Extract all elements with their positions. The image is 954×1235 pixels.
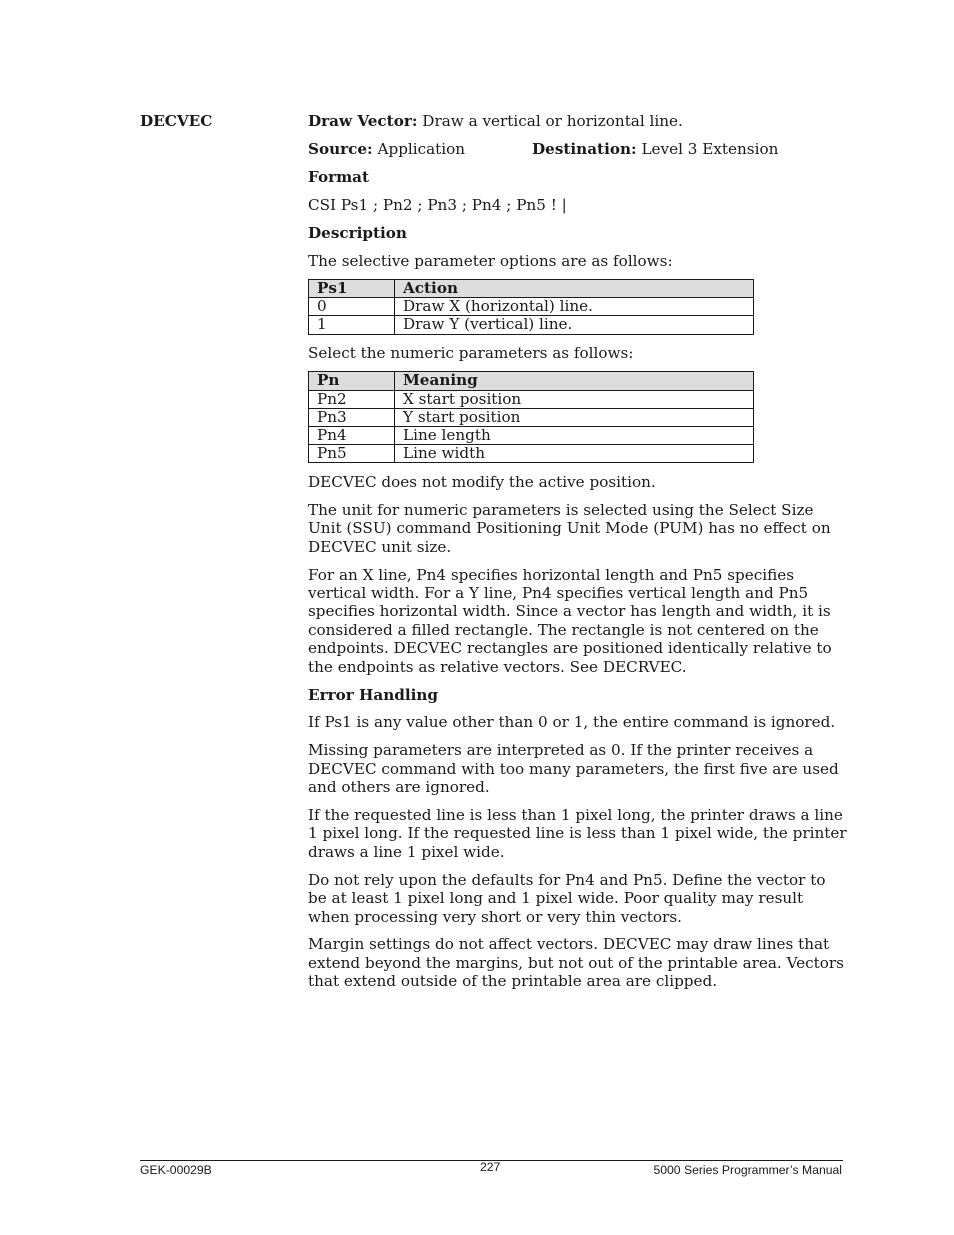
table-row [309, 390, 754, 408]
text-line: For an X line, Pn4 specifies horizontal length and Pn5 specifies [308, 565, 795, 584]
description-paragraphs [308, 473, 848, 676]
text-line: that extend outside of the printable area are clipped. [308, 972, 718, 991]
title-label: Draw Vector: [308, 112, 418, 130]
paragraph [308, 871, 848, 926]
source-destination [308, 140, 848, 158]
table-row [309, 408, 754, 426]
text-line: The unit for numeric parameters is selected using the Select Size [308, 500, 814, 519]
table-cell: 0 [309, 298, 395, 316]
table-row [309, 445, 754, 463]
format-heading: Format [308, 167, 370, 186]
page-number: 227 [480, 1160, 501, 1174]
source [308, 140, 465, 158]
table-header-cell: Ps1 [309, 279, 395, 297]
text-line: the endpoints as relative vectors. See DECRVEC. [308, 657, 687, 676]
text-line: 1 pixel long. If the requested line is less than 1 pixel wide, the printer [308, 824, 847, 843]
text-line: vertical width. For a Y line, Pn4 specifies vertical length and Pn5 [308, 583, 809, 602]
error-heading: Error Handling [308, 685, 439, 704]
paragraph [308, 806, 848, 861]
command-title [308, 112, 848, 130]
table-cell: 1 [309, 316, 395, 334]
table-cell: X start position [395, 390, 754, 408]
description-heading: Description [308, 223, 407, 242]
table-cell: Pn2 [309, 390, 395, 408]
numeric-intro: Select the numeric parameters as follows: [308, 344, 634, 363]
text-line: and others are ignored. [308, 778, 490, 797]
source-label: Source: [308, 139, 373, 158]
numeric-parameter-table [308, 371, 754, 463]
text-line: Margin settings do not affect vectors. DECVEC may draw lines that [308, 935, 830, 954]
table-row [309, 298, 754, 316]
selective-intro: The selective parameter options are as follows: [308, 251, 673, 270]
text-line: DECVEC command with too many parameters, the first five are used [308, 759, 839, 778]
text-line: Do not rely upon the defaults for Pn4 and Pn5. Define the vector to [308, 870, 826, 889]
paragraph [308, 713, 848, 731]
text-line: endpoints. DECVEC rectangles are positioned identically relative to [308, 639, 832, 658]
paragraph [308, 501, 848, 556]
paragraph [308, 741, 848, 796]
text-line: when processing very short or very thin vectors. [308, 907, 682, 926]
destination-label: Destination: [532, 139, 637, 158]
table-row [309, 316, 754, 334]
table-cell: Pn5 [309, 445, 395, 463]
table-cell: Draw Y (vertical) line. [395, 316, 754, 334]
table-header-row [309, 279, 754, 297]
table-cell: Draw X (horizontal) line. [395, 298, 754, 316]
text-line: extend beyond the margins, but not out of the printable area. Vectors [308, 953, 844, 972]
text-line: draws a line 1 pixel wide. [308, 842, 505, 861]
table-cell: Pn3 [309, 408, 395, 426]
source-value: Application [377, 139, 466, 158]
text-line: Missing parameters are interpreted as 0. If the printer receives a [308, 741, 814, 760]
text-line: specifies horizontal width. Since a vector has length and width, it is [308, 602, 831, 621]
destination [532, 140, 778, 158]
table-header-cell: Action [395, 279, 754, 297]
table-cell: Line width [395, 445, 754, 463]
selective-parameter-table [308, 279, 754, 335]
text-line: If Ps1 is any value other than 0 or 1, the entire command is ignored. [308, 713, 836, 732]
command-name: DECVEC [140, 112, 213, 130]
text-line: If the requested line is less than 1 pixel long, the printer draws a line [308, 806, 843, 825]
document-id: GEK-00029B [140, 1163, 212, 1177]
table-row [309, 427, 754, 445]
command-body [308, 112, 848, 991]
text-line: DECVEC does not modify the active position. [308, 472, 656, 491]
error-paragraphs [308, 713, 848, 990]
table-cell: Line length [395, 427, 754, 445]
format-syntax: CSI Ps1 ; Pn2 ; Pn3 ; Pn4 ; Pn5 ! | [308, 195, 567, 214]
paragraph [308, 935, 848, 990]
table-cell: Pn4 [309, 427, 395, 445]
text-line: be at least 1 pixel long and 1 pixel wide. Poor quality may result [308, 889, 804, 908]
text-line: considered a filled rectangle. The rectangle is not centered on the [308, 620, 819, 639]
table-header-row [309, 372, 754, 390]
text-line: DECVEC unit size. [308, 537, 452, 556]
text-line: Unit (SSU) command Positioning Unit Mode (PUM) has no effect on [308, 519, 831, 538]
manual-title: 5000 Series Programmer’s Manual [653, 1163, 842, 1177]
table-cell: Y start position [395, 408, 754, 426]
table-header-cell: Pn [309, 372, 395, 390]
table-header-cell: Meaning [395, 372, 754, 390]
title-text: Draw a vertical or horizontal line. [422, 112, 683, 130]
paragraph [308, 566, 848, 676]
paragraph [308, 473, 848, 491]
destination-value: Level 3 Extension [641, 139, 779, 158]
